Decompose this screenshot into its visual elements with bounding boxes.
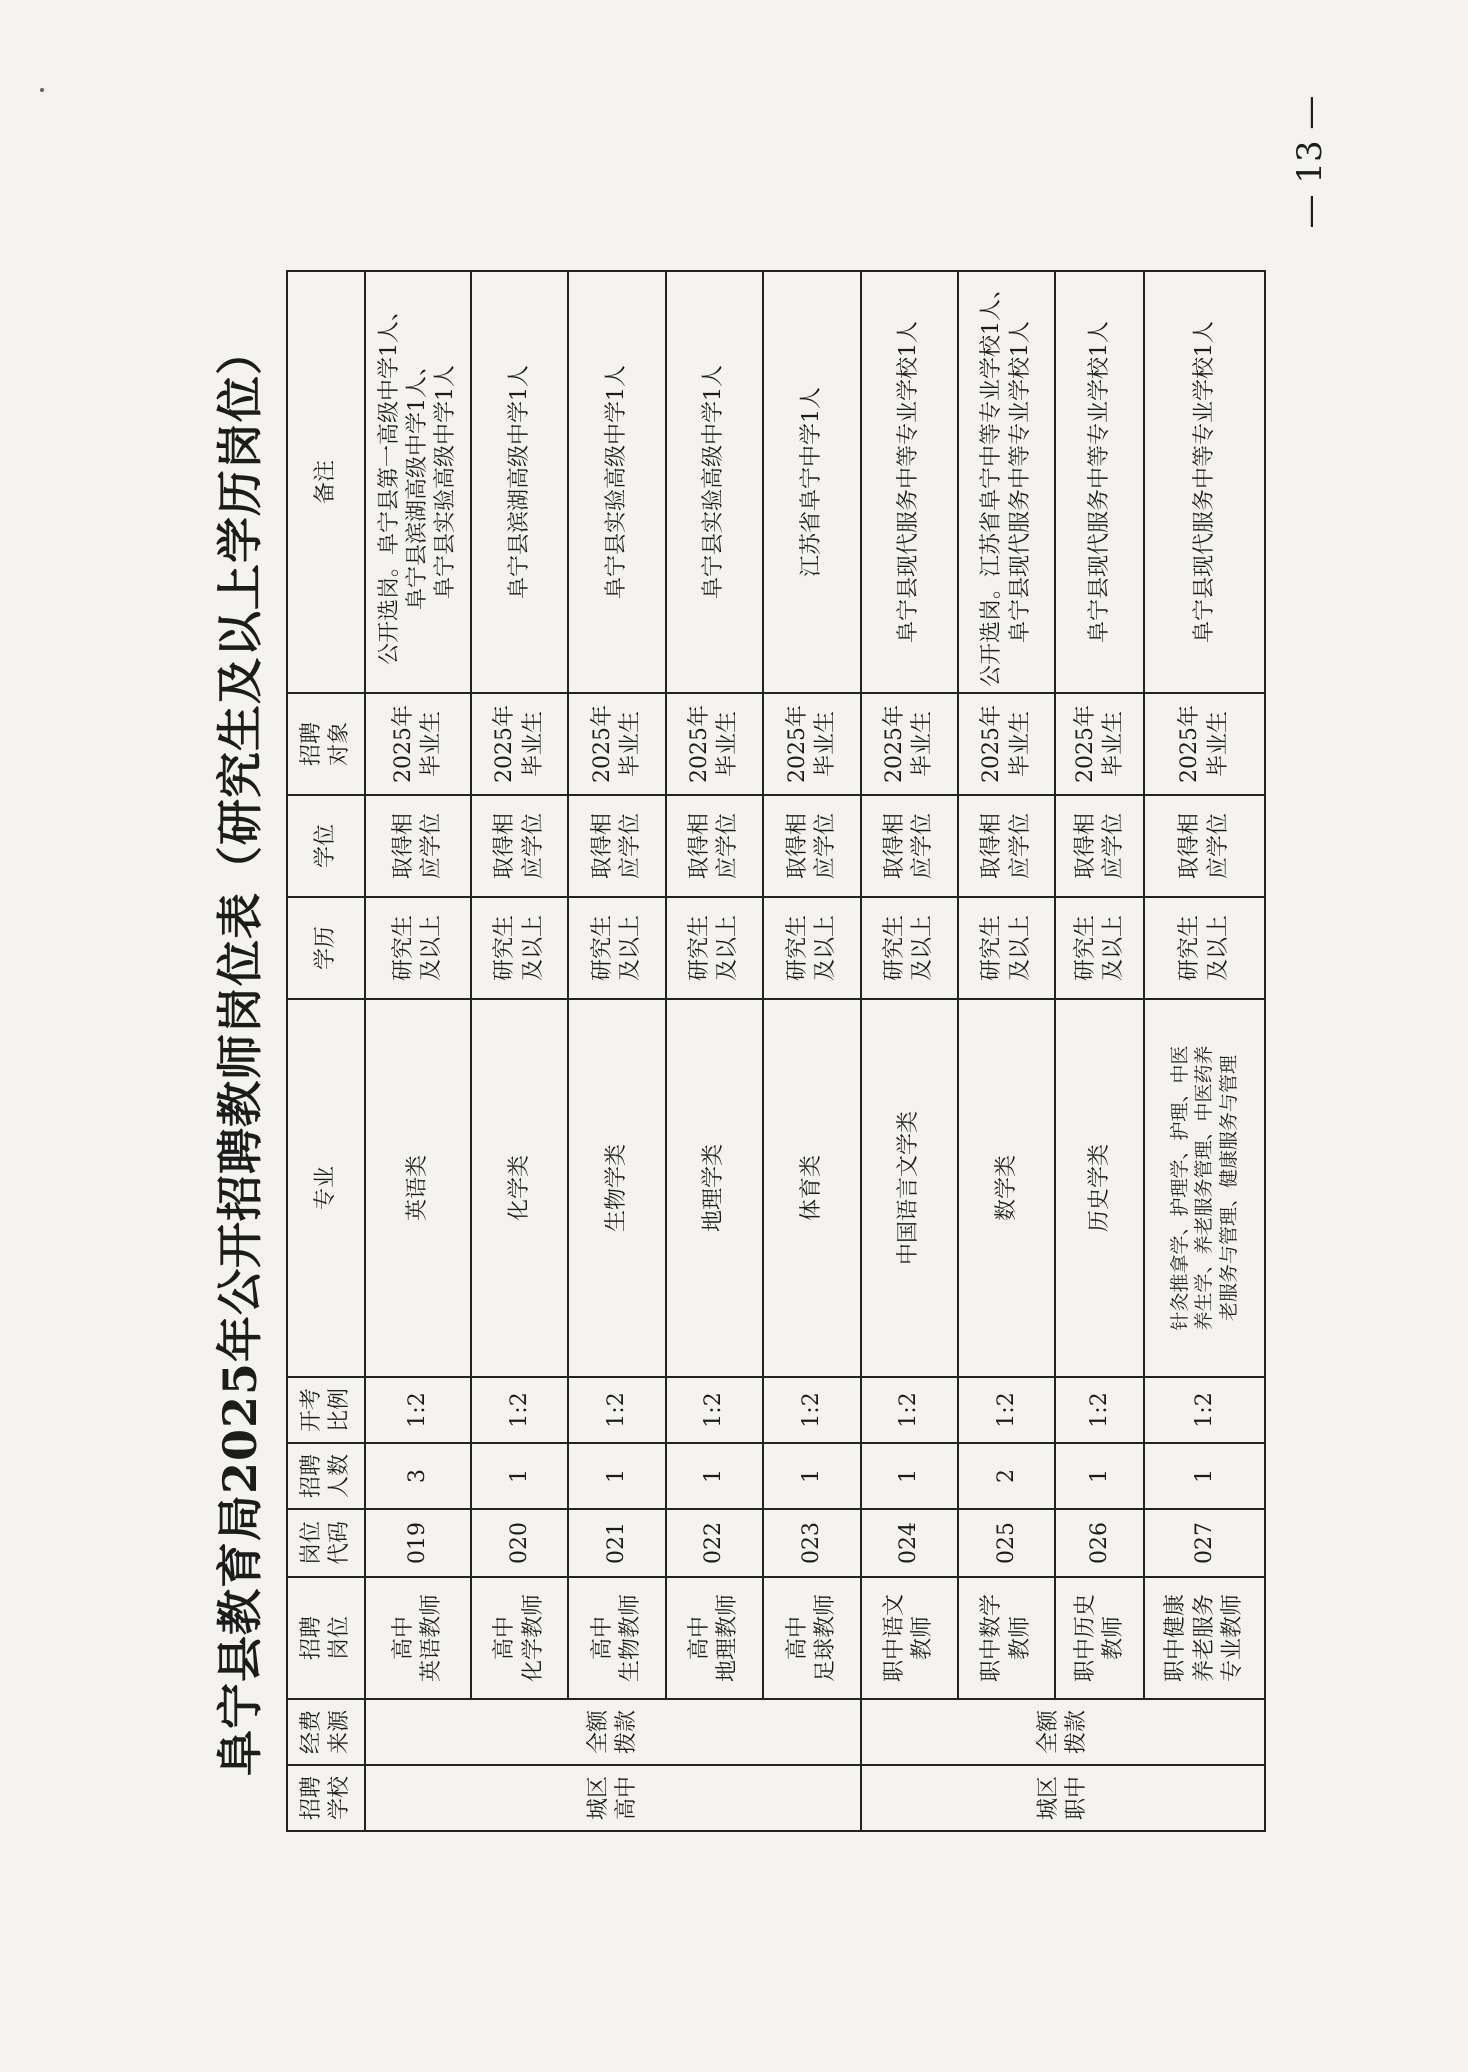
major-cell: 数学类: [958, 999, 1055, 1377]
degree-cell: 取得相 应学位: [861, 795, 958, 897]
notes-cell: 阜宁县实验高级中学1人: [666, 271, 763, 693]
ratio-cell: 1:2: [568, 1377, 665, 1443]
count-cell: 1: [666, 1443, 763, 1509]
header-major: 专业: [287, 999, 365, 1377]
table-row: [861, 271, 958, 1831]
header-notes: 备注: [287, 271, 365, 693]
count-cell: 3: [365, 1443, 471, 1509]
education-cell: 研究生 及以上: [568, 897, 665, 999]
school-cell: 城区 高中: [365, 1765, 861, 1831]
degree-cell: 取得相 应学位: [1144, 795, 1265, 897]
notes-cell: 阜宁县现代服务中等专业学校1人: [1055, 271, 1144, 693]
table-row: [568, 271, 665, 1831]
code-cell: 027: [1144, 1509, 1265, 1577]
funding-cell: 全额 拨款: [861, 1699, 1266, 1765]
table-row: [666, 271, 763, 1831]
document-title: 阜宁县教育局2025年公开招聘教师岗位表（研究生及以上学历岗位）: [213, 327, 267, 1777]
code-cell: 025: [958, 1509, 1055, 1577]
degree-cell: 取得相 应学位: [763, 795, 860, 897]
major-cell: 化学类: [471, 999, 568, 1377]
table-row: [1055, 271, 1144, 1831]
code-cell: 023: [763, 1509, 860, 1577]
notes-cell: 公开选岗。阜宁县第一高级中学1人、 阜宁县滨湖高级中学1人、 阜宁县实验高级中学1人: [365, 271, 471, 693]
page-number: — 13 —: [1290, 95, 1330, 229]
header-code: 岗位 代码: [287, 1509, 365, 1577]
count-cell: 1: [861, 1443, 958, 1509]
ratio-cell: 1:2: [666, 1377, 763, 1443]
notes-cell: 阜宁县实验高级中学1人: [568, 271, 665, 693]
header-position: 招聘 岗位: [287, 1577, 365, 1699]
notes-cell: 阜宁县现代服务中等专业学校1人: [1144, 271, 1265, 693]
count-cell: 2: [958, 1443, 1055, 1509]
education-cell: 研究生 及以上: [763, 897, 860, 999]
count-cell: 1: [763, 1443, 860, 1509]
degree-cell: 取得相 应学位: [568, 795, 665, 897]
ratio-cell: 1:2: [958, 1377, 1055, 1443]
ratio-cell: 1:2: [471, 1377, 568, 1443]
ratio-cell: 1:2: [1144, 1377, 1265, 1443]
position-cell: 高中 英语教师: [365, 1577, 471, 1699]
code-cell: 026: [1055, 1509, 1144, 1577]
count-cell: 1: [1055, 1443, 1144, 1509]
degree-cell: 取得相 应学位: [958, 795, 1055, 897]
target-cell: 2025年 毕业生: [568, 693, 665, 795]
table-row: [1144, 271, 1265, 1831]
position-cell: 高中 地理教师: [666, 1577, 763, 1699]
ratio-cell: 1:2: [861, 1377, 958, 1443]
target-cell: 2025年 毕业生: [365, 693, 471, 795]
header-ratio: 开考 比例: [287, 1377, 365, 1443]
target-cell: 2025年 毕业生: [666, 693, 763, 795]
target-cell: 2025年 毕业生: [861, 693, 958, 795]
school-cell: 城区 职中: [861, 1765, 1266, 1831]
education-cell: 研究生 及以上: [666, 897, 763, 999]
ratio-cell: 1:2: [1055, 1377, 1144, 1443]
education-cell: 研究生 及以上: [1055, 897, 1144, 999]
education-cell: 研究生 及以上: [365, 897, 471, 999]
positions-table: [286, 270, 1266, 1832]
major-cell: 生物学类: [568, 999, 665, 1377]
position-cell: 职中健康 养老服务 专业教师: [1144, 1577, 1265, 1699]
target-cell: 2025年 毕业生: [1055, 693, 1144, 795]
position-cell: 高中 化学教师: [471, 1577, 568, 1699]
position-cell: 高中 足球教师: [763, 1577, 860, 1699]
major-cell: 英语类: [365, 999, 471, 1377]
major-cell: 历史学类: [1055, 999, 1144, 1377]
code-cell: 022: [666, 1509, 763, 1577]
position-cell: 职中历史 教师: [1055, 1577, 1144, 1699]
major-cell: 中国语言文学类: [861, 999, 958, 1377]
header-funding: 经费 来源: [287, 1699, 365, 1765]
degree-cell: 取得相 应学位: [365, 795, 471, 897]
count-cell: 1: [568, 1443, 665, 1509]
scan-speck: [40, 88, 44, 92]
table-row: [471, 271, 568, 1831]
code-cell: 020: [471, 1509, 568, 1577]
major-cell: 地理学类: [666, 999, 763, 1377]
notes-cell: 阜宁县滨湖高级中学1人: [471, 271, 568, 693]
header-count: 招聘 人数: [287, 1443, 365, 1509]
header-school: 招聘 学校: [287, 1765, 365, 1831]
education-cell: 研究生 及以上: [958, 897, 1055, 999]
table-row: [365, 271, 471, 1831]
degree-cell: 取得相 应学位: [471, 795, 568, 897]
header-education: 学历: [287, 897, 365, 999]
code-cell: 019: [365, 1509, 471, 1577]
code-cell: 024: [861, 1509, 958, 1577]
funding-cell: 全额 拨款: [365, 1699, 861, 1765]
target-cell: 2025年 毕业生: [763, 693, 860, 795]
header-degree: 学位: [287, 795, 365, 897]
education-cell: 研究生 及以上: [471, 897, 568, 999]
count-cell: 1: [471, 1443, 568, 1509]
target-cell: 2025年 毕业生: [471, 693, 568, 795]
position-cell: 高中 生物教师: [568, 1577, 665, 1699]
notes-cell: 江苏省阜宁中学1人: [763, 271, 860, 693]
target-cell: 2025年 毕业生: [958, 693, 1055, 795]
notes-cell: 公开选岗。江苏省阜宁中等专业学校1人、 阜宁县现代服务中等专业学校1人: [958, 271, 1055, 693]
ratio-cell: 1:2: [365, 1377, 471, 1443]
position-cell: 职中语文 教师: [861, 1577, 958, 1699]
position-cell: 职中数学 教师: [958, 1577, 1055, 1699]
notes-cell: 阜宁县现代服务中等专业学校1人: [861, 271, 958, 693]
count-cell: 1: [1144, 1443, 1265, 1509]
major-cell: 体育类: [763, 999, 860, 1377]
ratio-cell: 1:2: [763, 1377, 860, 1443]
education-cell: 研究生 及以上: [1144, 897, 1265, 999]
table-row: [958, 271, 1055, 1831]
degree-cell: 取得相 应学位: [1055, 795, 1144, 897]
target-cell: 2025年 毕业生: [1144, 693, 1265, 795]
table-header-row: [287, 271, 365, 1831]
table-row: [763, 271, 860, 1831]
code-cell: 021: [568, 1509, 665, 1577]
major-cell: 针灸推拿学、护理学、护理、中医 养生学、养老服务管理、中医药养 老服务与管理、健康服务与管理: [1144, 999, 1265, 1377]
header-target: 招聘 对象: [287, 693, 365, 795]
education-cell: 研究生 及以上: [861, 897, 958, 999]
degree-cell: 取得相 应学位: [666, 795, 763, 897]
